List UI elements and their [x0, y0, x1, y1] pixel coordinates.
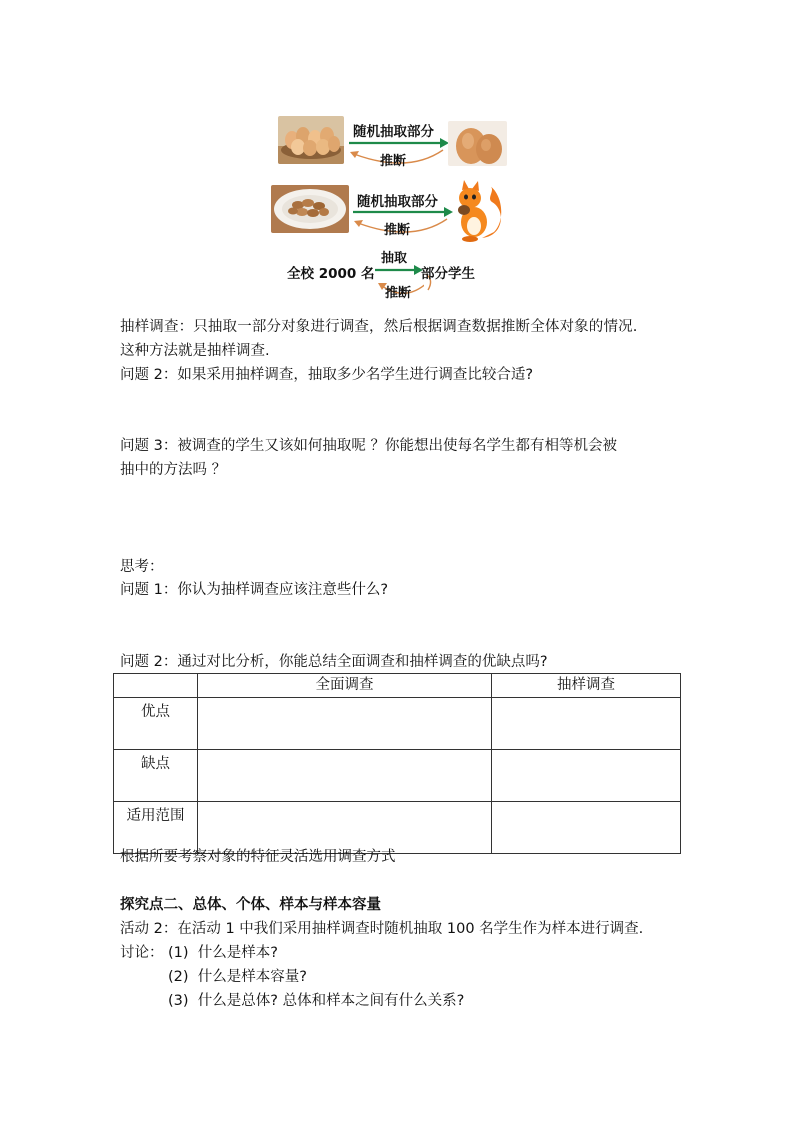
- section2-heading: 探究点二、总体、个体、样本与样本容量: [120, 897, 381, 913]
- question-3-line1: 问题 3：被调查的学生又该如何抽取呢 ？你能想出使每名学生都有相等机会被: [120, 438, 617, 454]
- row-label: 适用范围: [114, 802, 198, 854]
- table-row: [114, 698, 681, 750]
- item-text: 什么是总体? 总体和样本之间有什么关系?: [197, 993, 465, 1009]
- table-cell[interactable]: [198, 750, 492, 802]
- comparison-table: [113, 673, 681, 854]
- table-cell[interactable]: [492, 698, 681, 750]
- squirrel-icon: [452, 180, 504, 242]
- two-eggs-image: [448, 121, 507, 166]
- table-cell[interactable]: [492, 750, 681, 802]
- table-header-cell: 抽样调查: [492, 674, 681, 698]
- discuss-item-3: [168, 989, 464, 1013]
- row3-right-label: 部分学生: [421, 266, 475, 282]
- definition-line2: 这种方法就是抽样调查.: [120, 343, 270, 359]
- row3-bottom-label: 推断: [385, 286, 412, 301]
- activity-2: 活动 2：在活动 1 中我们采用抽样调查时随机抽取 100 名学生作为样本进行调查.: [120, 921, 644, 937]
- table-header-cell: 全面调查: [198, 674, 492, 698]
- table-cell[interactable]: [198, 698, 492, 750]
- row3-left-label: 全校 2000 名: [287, 266, 375, 282]
- item-text: 什么是样本容量?: [197, 969, 307, 985]
- question-2: 问题 2：如果采用抽样调查，抽取多少名学生进行调查比较合适?: [120, 367, 534, 383]
- row3-top-label: 抽取: [381, 251, 408, 266]
- table-header-cell: [114, 674, 198, 698]
- row1-top-label: 随机抽取部分: [353, 124, 434, 140]
- row2-top-label: 随机抽取部分: [357, 194, 438, 210]
- item-number: (3): [168, 993, 189, 1009]
- table-header-row: [114, 674, 681, 698]
- row-label: 优点: [114, 698, 198, 750]
- row2-bottom-label: 推断: [384, 223, 411, 238]
- discuss-label: 讨论：: [120, 945, 164, 961]
- discuss-item-2: [168, 965, 307, 989]
- row1-bottom-label: 推断: [380, 154, 407, 169]
- item-number: (2): [168, 969, 189, 985]
- row-label: 缺点: [114, 750, 198, 802]
- think-heading: 思考：: [120, 559, 164, 575]
- table-cell[interactable]: [492, 802, 681, 854]
- arrow-back-icon: [354, 220, 363, 227]
- think-question-2: 问题 2：通过对比分析，你能总结全面调查和抽样调查的优缺点吗?: [120, 654, 548, 670]
- item-number: (1): [168, 945, 189, 961]
- table-row: [114, 750, 681, 802]
- item-text: 什么是样本?: [197, 945, 278, 961]
- egg-basket-image: [278, 116, 344, 164]
- think-question-1: 问题 1：你认为抽样调查应该注意些什么?: [120, 582, 389, 598]
- discuss-item-1: [168, 941, 278, 965]
- nuts-plate-image: [271, 185, 349, 233]
- arrow-back-icon: [350, 151, 359, 158]
- definition-line1: 抽样调查：只抽取一部分对象进行调查，然后根据调查数据推断全体对象的情况.: [120, 319, 638, 335]
- question-3-line2: 抽中的方法吗 ？: [120, 462, 227, 478]
- after-table-note: 根据所要考察对象的特征灵活选用调查方式: [120, 849, 396, 865]
